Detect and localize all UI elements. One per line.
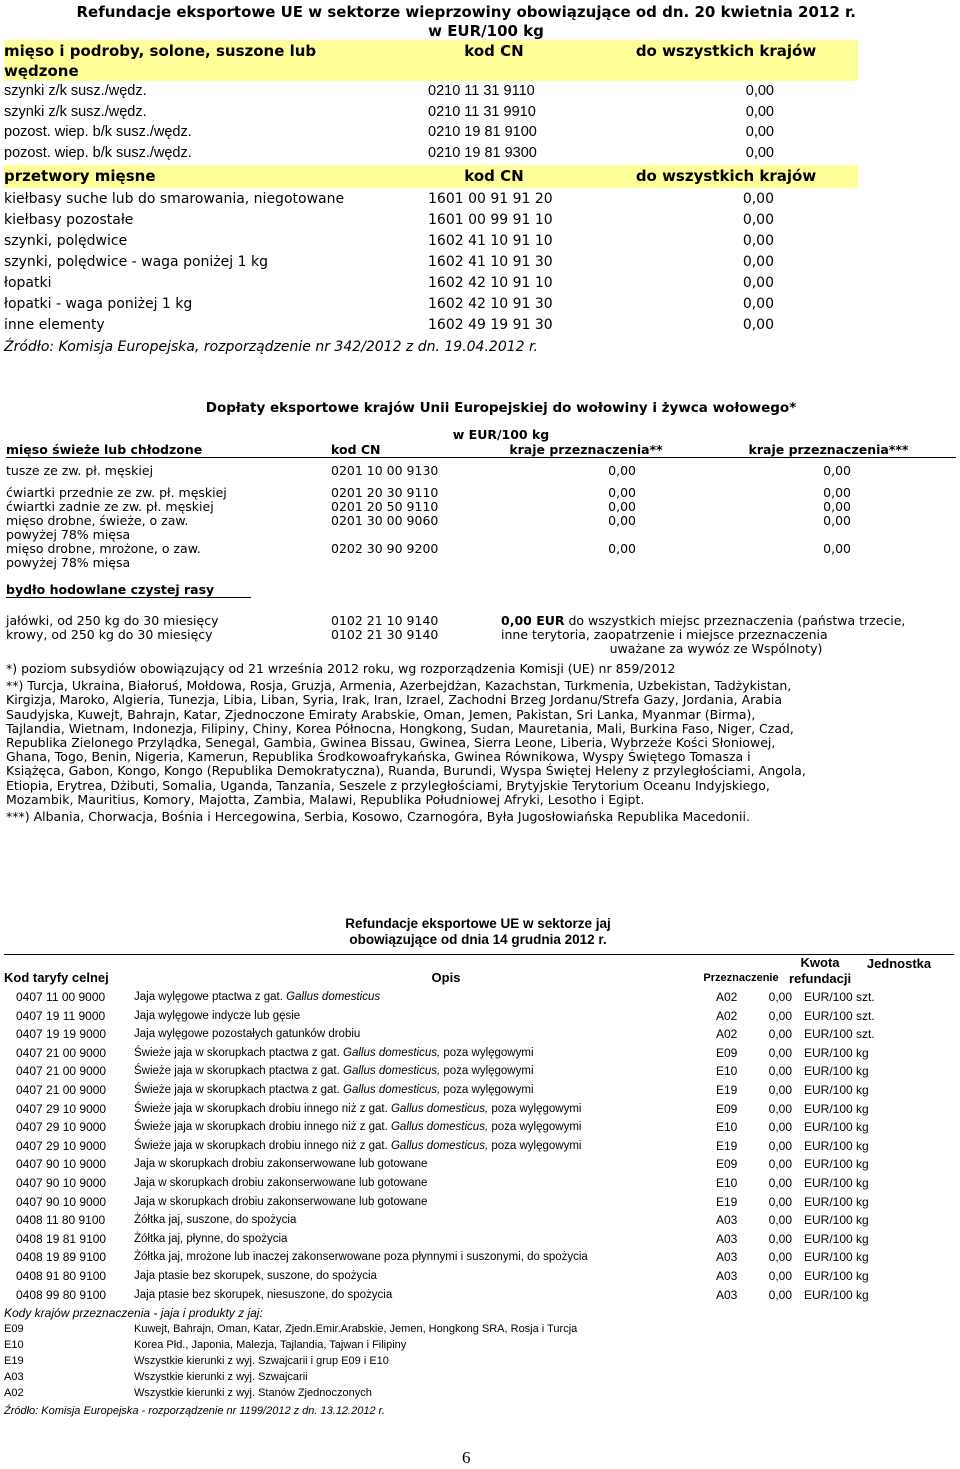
- value-destination-2: 0,00: [608, 513, 636, 528]
- code-row: [4, 1321, 954, 1337]
- eggs-rows: [4, 988, 954, 1304]
- table-row: [4, 1286, 954, 1305]
- cn-code: 1602 42 10 91 30: [428, 296, 553, 312]
- page-number: 6: [462, 1448, 471, 1467]
- refund-amount: 0,00: [768, 1231, 792, 1246]
- header-description: Opis: [431, 970, 461, 985]
- eggs-header: [4, 954, 954, 984]
- code-row: [4, 1353, 954, 1369]
- description-text: Żółtka jaj, płynne, do spożycia: [134, 1232, 288, 1245]
- description: [134, 1081, 716, 1100]
- table-row: [6, 486, 956, 500]
- refund-value: 0,00: [745, 83, 774, 99]
- table-row: [4, 81, 858, 102]
- table-row: [4, 1081, 954, 1100]
- pork-products-rows: [4, 189, 858, 336]
- product-name: ćwiartki przednie ze zw. pł. męskiej: [6, 485, 227, 500]
- species-name: Gallus domesticus,: [390, 1139, 489, 1152]
- unit: EUR/100 kg: [804, 1138, 869, 1153]
- table-row: [4, 1007, 954, 1026]
- product-name: szynki z/k susz./wędz.: [4, 103, 147, 120]
- table-row: [4, 1267, 954, 1286]
- refund-amount: 0,00: [768, 1194, 792, 1209]
- description-end: poza wylęgowymi: [440, 1046, 534, 1059]
- description-end: poza wylęgowymi: [440, 1083, 534, 1096]
- beef-footnotes: [6, 662, 806, 824]
- cn-code: 1602 42 10 91 10: [428, 275, 553, 291]
- header-label: przetwory mięsne: [4, 167, 156, 185]
- refund-value: 0,00: [742, 275, 774, 291]
- tariff-code: 0407 19 11 9000: [16, 1008, 106, 1023]
- description: [134, 1137, 716, 1156]
- tariff-code: 0408 91 80 9100: [16, 1268, 107, 1283]
- cn-code: 0210 11 31 9110: [428, 83, 535, 99]
- header-tariff-code: Kod taryfy celnej: [4, 970, 109, 985]
- pork-cured-rows: [4, 81, 858, 163]
- refund-amount: 0,00: [768, 990, 792, 1004]
- description-text: Jaja ptasie bez skorupek, suszone, do spożycia: [134, 1269, 377, 1282]
- header-label: mięso i podroby, solone, suszone lub wędzone: [4, 42, 317, 80]
- unit: EUR/100 kg: [804, 1175, 869, 1190]
- cn-code: 1602 49 19 91 30: [428, 317, 553, 333]
- unit: EUR/100 kg: [804, 1082, 869, 1097]
- species-name: Gallus domesticus,: [390, 1102, 489, 1115]
- refund-value: 0,00: [742, 317, 774, 333]
- description-text: Świeże jaja w skorupkach drobiu innego niż z gat.: [134, 1102, 391, 1115]
- cn-code: 1602 41 10 91 10: [428, 233, 553, 249]
- table-row: [4, 1248, 954, 1267]
- description-text: Świeże jaja w skorupkach ptactwa z gat.: [134, 1065, 344, 1078]
- unit: EUR/100 kg: [804, 1120, 869, 1135]
- species-name: Gallus domesticus,: [343, 1065, 441, 1078]
- refund-amount: 0,00: [768, 1027, 792, 1042]
- description: [134, 988, 716, 1007]
- refund-amount: 0,00: [768, 1008, 792, 1023]
- refund-amount: 0,00: [768, 1157, 792, 1172]
- tariff-code: 0407 21 00 9000: [16, 1045, 107, 1060]
- description: [134, 1044, 716, 1063]
- refund-amount: 0,00: [768, 1268, 792, 1283]
- table-row: [4, 1155, 954, 1174]
- unit: EUR/100 kg: [804, 1045, 869, 1060]
- table-row: [4, 102, 858, 123]
- table-row: [4, 143, 858, 164]
- table-row: [4, 1174, 954, 1193]
- table-row: [4, 1230, 954, 1249]
- header-destination: Przeznaczenie: [703, 972, 779, 984]
- description: [134, 1267, 716, 1286]
- code-row: [4, 1337, 954, 1353]
- description-text: Świeże jaja w skorupkach ptactwa z gat.: [134, 1083, 344, 1096]
- species-name: Gallus domesticus,: [343, 1046, 441, 1059]
- egg-refunds-section: [4, 916, 954, 1419]
- cn-code: 0201 20 30 9110: [331, 485, 439, 500]
- tariff-code: 0408 19 89 9100: [16, 1250, 107, 1265]
- header-amount-line1: Kwota: [800, 955, 840, 970]
- cattle-value: 0,00 EUR: [501, 613, 565, 628]
- description: [134, 1211, 716, 1230]
- refund-value: 0,00: [742, 212, 774, 228]
- cn-code: 0210 11 31 9910: [428, 103, 536, 120]
- description-text: Żółtka jaj, suszone, do spożycia: [134, 1214, 297, 1227]
- description: [134, 1248, 716, 1267]
- refund-amount: 0,00: [768, 1213, 792, 1228]
- code-description: Wszystkie kierunki z wyj. Stanów Zjednoczonych: [134, 1387, 372, 1400]
- product-name: szynki, polędwice: [4, 233, 128, 249]
- description: [134, 1007, 716, 1026]
- destination-code: E10: [716, 1175, 738, 1190]
- description-text: Jaja w skorupkach drobiu zakonserwowane lub gotowane: [134, 1176, 428, 1189]
- product-name: mięso drobne, świeże, o zaw. powyżej 78% mięsa: [6, 513, 189, 542]
- destination-code: E09: [716, 1045, 738, 1060]
- cn-code: 0210 19 81 9100: [428, 124, 537, 140]
- refund-value: 0,00: [745, 144, 774, 161]
- product-name: mięso drobne, mrożone, o zaw. powyżej 78% mięsa: [6, 541, 201, 570]
- description: [134, 1100, 716, 1119]
- description: [134, 1118, 716, 1137]
- code-description: Korea Płd., Japonia, Malezja, Tajlandia, Tajwan i Filipiny: [134, 1339, 407, 1352]
- spacer: [231, 500, 331, 514]
- description: [134, 1230, 716, 1249]
- tariff-code: 0407 11 00 9000: [16, 990, 106, 1004]
- table-row: [4, 315, 858, 336]
- table-row: [4, 988, 954, 1007]
- table-row: [4, 189, 858, 210]
- cn-code: 1601 00 99 91 10: [428, 212, 553, 228]
- refund-value: 0,00: [742, 296, 774, 312]
- refund-value: 0,00: [742, 191, 774, 207]
- eggs-title: [4, 916, 952, 948]
- header-destination-3: kraje przeznaczenia***: [748, 442, 909, 457]
- beef-subsidies-section: [6, 398, 956, 827]
- header-label: mięso świeże lub chłodzone: [6, 442, 203, 457]
- table-row: [6, 628, 501, 642]
- tariff-code: 0407 29 10 9000: [16, 1120, 107, 1135]
- description: [134, 1174, 716, 1193]
- cn-code: 0210 19 81 9300: [428, 144, 537, 161]
- unit: EUR/100 kg: [804, 1213, 869, 1228]
- table-row: [4, 273, 858, 294]
- animal-name: krowy, od 250 kg do 30 miesięcy: [6, 627, 213, 642]
- destination-code: E09: [716, 1101, 738, 1116]
- description-end: poza wylęgowymi: [440, 1065, 534, 1078]
- description-text: Jaja wylęgowe ptactwa z gat.: [134, 991, 287, 1003]
- table-row: [6, 514, 956, 542]
- footnote-2: **) Turcja, Ukraina, Białoruś, Mołdowa, Rosja, Gruzja, Armenia, Azerbejdżan, Kazachstan, Turkmenia, Uzbekistan, Tadżykistan, Kirgizja, Maroko, Algieria, Tunezja, Libia, Liban, Syria, Irak, Iran, Izrael, Zachodni Brzeg Jordanu/Strefa Gazy, Jordania, Arabia Saudyjska, Kuwejt, Bahrajn, Katar, Zjednoczone Emiraty Arabskie, Oman, Jemen, Pakistan, Sri Lanka, Myanmar (Birma), Tajlandia, Wietnam, Indonezja, Filipiny, Chiny, Korea Północna, Hongkong, Sudan, Mauretania, Mali, Burkina Faso, Niger, Czad, Republika Zielonego Przylądka, Senegal, Gambia, Gwinea Bissau, Gwinea, Sierra Leone, Liberia, Wybrzeże Kości Słoniowej, Ghana, Togo, Benin, Nigeria, Kamerun, Republika Środkowoafrykańska, Gwinea Równikowa, Wyspy Świętego Tomasza i Książęca, Gabon, Kongo, Kongo (Republika Demokratyczna), Ruanda, Burundi, Wyspa Świętej Heleny z przyległościami, Angola, Etiopia, Erytrea, Dżibuti, Somalia, Uganda, Tanzania, Seszele z przyległościami, Brytyjskie Terytorium Oceanu Indyjskiego, Mozambik, Mauritius, Komory, Majotta, Zambia, Malawi, Republika Południowej Afryki, Lesotho i Egipt.: [6, 678, 806, 807]
- destination-code: E10: [716, 1120, 738, 1135]
- unit: EUR/100 szt.: [804, 1008, 875, 1023]
- eggs-title-line2: obowiązujące od dnia 14 grudnia 2012 r.: [349, 932, 607, 947]
- beef-unit: w EUR/100 kg: [452, 427, 550, 442]
- header-amount: [786, 955, 854, 984]
- destination-code: A03: [716, 1250, 738, 1265]
- refund-value: 0,00: [745, 103, 774, 120]
- cattle-block: [6, 614, 956, 656]
- pork-source: Źródło: Komisja Europejska, rozporządzenie nr 342/2012 z dn. 19.04.2012 r.: [4, 339, 538, 355]
- product-name: szynki z/k susz./wędz.: [4, 83, 147, 99]
- table-row: [4, 122, 858, 143]
- refund-amount: 0,00: [768, 1045, 792, 1060]
- table-row: [4, 1100, 954, 1119]
- pork-refunds-section: [4, 3, 858, 358]
- description-text: Jaja wylęgowe pozostałych gatunków drobiu: [134, 1028, 361, 1041]
- value-destination-2: 0,00: [608, 463, 636, 478]
- tariff-code: 0407 90 10 9000: [16, 1157, 107, 1172]
- code-key: E10: [4, 1339, 24, 1352]
- destination-code: E19: [716, 1194, 738, 1209]
- product-name: pozost. wiep. b/k susz./wędz.: [4, 144, 192, 161]
- spacer: [231, 542, 331, 570]
- header-cn-code: kod CN: [464, 42, 524, 60]
- product-name: łopatki: [4, 275, 52, 291]
- unit: EUR/100 szt.: [804, 990, 875, 1004]
- description-end: poza wylęgowymi: [488, 1121, 582, 1134]
- unit: EUR/100 szt.: [804, 1027, 875, 1042]
- value-destination-3: 0,00: [823, 485, 851, 500]
- destination-codes: [4, 1321, 954, 1401]
- value-destination-2: 0,00: [608, 499, 636, 514]
- destination-code: E19: [716, 1082, 738, 1097]
- description-text: Świeże jaja w skorupkach ptactwa z gat.: [134, 1046, 344, 1059]
- destination-code: A03: [716, 1213, 738, 1228]
- header-amount-line2: refundacji: [788, 971, 852, 986]
- footnote-1: *) poziom subsydiów obowiązujący od 21 września 2012 roku, wg rozporządzenia Komisji (UE) nr 859/2012: [6, 661, 676, 676]
- codes-header: Kody krajów przeznaczenia - jaja i produkty z jaj:: [4, 1306, 263, 1321]
- species-name: Gallus domesticus,: [390, 1121, 489, 1134]
- footnote-3: ***) Albania, Chorwacja, Bośnia i Hercegowina, Serbia, Kosowo, Czarnogóra, Była Jugosłowiańska Republika Macedonii.: [6, 809, 750, 825]
- unit: EUR/100 kg: [804, 1194, 869, 1209]
- product-name: kiełbasy pozostałe: [4, 212, 134, 228]
- destination-code: A03: [716, 1287, 738, 1302]
- header-cn-code: kod CN: [331, 442, 381, 457]
- code-description: Wszystkie kierunki z wyj. Szwajcarii i grup E09 i E10: [134, 1355, 389, 1368]
- cn-code: 0102 21 10 9140: [331, 613, 439, 628]
- cattle-note-end: uważane za wywóz ze Wspólnoty): [609, 641, 823, 656]
- pork-header-products: [4, 165, 858, 188]
- species-name: Gallus domesticus,: [343, 1083, 441, 1096]
- description-end: poza wylęgowymi: [488, 1102, 582, 1115]
- beef-header: [6, 442, 956, 458]
- table-row: [4, 294, 858, 315]
- code-row: [4, 1369, 954, 1385]
- tariff-code: 0407 90 10 9000: [16, 1175, 107, 1190]
- description: [134, 1155, 716, 1174]
- code-row: [4, 1385, 954, 1401]
- table-row: [6, 542, 956, 570]
- value-destination-3: 0,00: [823, 513, 851, 528]
- table-row: [4, 252, 858, 273]
- tariff-code: 0407 21 00 9000: [16, 1064, 107, 1079]
- cattle-rows: [6, 614, 501, 656]
- description-text: Jaja ptasie bez skorupek, niesuszone, do spożycia: [134, 1288, 393, 1301]
- header-unit: Jednostka: [866, 956, 932, 971]
- table-row: [4, 1137, 954, 1156]
- refund-value: 0,00: [745, 124, 774, 140]
- header-all-countries: do wszystkich krajów: [635, 42, 817, 60]
- header-all-countries: do wszystkich krajów: [635, 167, 817, 185]
- pork-unit: w EUR/100 kg: [428, 22, 544, 40]
- beef-rows: [6, 464, 956, 570]
- product-name: inne elementy: [4, 317, 105, 333]
- table-row: [4, 210, 858, 231]
- destination-code: E10: [716, 1064, 738, 1079]
- product-name: kiełbasy suche lub do smarowania, niegotowane: [4, 191, 345, 207]
- cn-code: 0201 10 00 9130: [331, 463, 439, 478]
- table-row: [6, 614, 501, 628]
- refund-amount: 0,00: [768, 1120, 792, 1135]
- description-text: Jaja w skorupkach drobiu zakonserwowane lub gotowane: [134, 1195, 428, 1208]
- refund-amount: 0,00: [768, 1064, 792, 1079]
- code-key: A03: [4, 1371, 24, 1384]
- cn-code: 1601 00 91 91 20: [428, 191, 553, 207]
- refund-amount: 0,00: [768, 1138, 792, 1153]
- destination-code: A02: [716, 990, 738, 1004]
- header-destination-2: kraje przeznaczenia**: [509, 442, 663, 457]
- tariff-code: 0408 11 80 9100: [16, 1213, 106, 1228]
- unit: EUR/100 kg: [804, 1268, 869, 1283]
- cn-code: 0102 21 30 9140: [331, 627, 439, 642]
- unit: EUR/100 kg: [804, 1231, 869, 1246]
- product-name: ćwiartki zadnie ze zw. pł. męskiej: [6, 499, 214, 514]
- description-text: Świeże jaja w skorupkach drobiu innego niż z gat.: [134, 1121, 391, 1134]
- description-text: Jaja wylęgowe indycze lub gęsie: [134, 1009, 301, 1022]
- table-row: [4, 1211, 954, 1230]
- table-row: [4, 1044, 954, 1063]
- table-row: [4, 1062, 954, 1081]
- unit: EUR/100 kg: [804, 1250, 869, 1265]
- tariff-code: 0408 19 81 9100: [16, 1231, 107, 1246]
- cn-code: 0202 30 90 9200: [331, 541, 439, 556]
- tariff-code: 0407 90 10 9000: [16, 1194, 107, 1209]
- value-destination-2: 0,00: [608, 541, 636, 556]
- unit: EUR/100 kg: [804, 1101, 869, 1116]
- header-cn-code: kod CN: [464, 167, 524, 185]
- refund-value: 0,00: [742, 233, 774, 249]
- cattle-note-text: do wszystkich miejsc przeznaczenia (państwa trzecie, inne terytoria, zaopatrzenie i miejsce przeznaczenia: [501, 613, 906, 642]
- cattle-header: bydło hodowlane czystej rasy: [6, 582, 251, 598]
- refund-amount: 0,00: [768, 1175, 792, 1190]
- product-name: szynki, polędwice - waga poniżej 1 kg: [4, 254, 268, 270]
- tariff-code: 0407 29 10 9000: [16, 1138, 107, 1153]
- description-text: Żółtka jaj, mrożone lub inaczej zakonserwowane poza płynnymi i suszonymi, do spożycia: [134, 1251, 588, 1264]
- eggs-title-line1: Refundacje eksportowe UE w sektorze jaj: [345, 916, 611, 931]
- table-row: [6, 464, 956, 478]
- unit: EUR/100 kg: [804, 1287, 869, 1302]
- unit: EUR/100 kg: [804, 1157, 869, 1172]
- pork-title: Refundacje eksportowe UE w sektorze wieprzowiny obowiązujące od dn. 20 kwietnia 2012 r.: [76, 3, 856, 21]
- eggs-source: Źródło: Komisja Europejska - rozporządzenie nr 1199/2012 z dn. 13.12.2012 r.: [4, 1405, 385, 1418]
- species-name: Gallus domesticus: [286, 991, 381, 1003]
- value-destination-3: 0,00: [823, 499, 851, 514]
- product-name: tusze ze zw. pł. męskiej: [6, 463, 154, 478]
- destination-code: E19: [716, 1138, 738, 1153]
- description: [134, 1286, 716, 1305]
- cn-code: 1602 41 10 91 30: [428, 254, 553, 270]
- unit: EUR/100 kg: [804, 1064, 869, 1079]
- refund-value: 0,00: [742, 254, 774, 270]
- tariff-code: 0407 29 10 9000: [16, 1101, 107, 1116]
- table-row: [4, 1025, 954, 1044]
- refund-amount: 0,00: [768, 1082, 792, 1097]
- code-description: Wszystkie kierunki z wyj. Szwajcarii: [134, 1371, 308, 1384]
- destination-code: E09: [716, 1157, 738, 1172]
- destination-code: A02: [716, 1008, 738, 1023]
- code-key: A02: [4, 1387, 24, 1400]
- description: [134, 1062, 716, 1081]
- cn-code: 0201 30 00 9060: [331, 513, 439, 528]
- table-row: [4, 231, 858, 252]
- product-name: łopatki - waga poniżej 1 kg: [4, 296, 193, 312]
- destination-code: A02: [716, 1027, 738, 1042]
- product-name: pozost. wiep. b/k susz./wędz.: [4, 124, 192, 140]
- pork-header-cured: [4, 40, 858, 81]
- destination-code: A03: [716, 1231, 738, 1246]
- spacer: [231, 514, 331, 542]
- value-destination-2: 0,00: [608, 485, 636, 500]
- table-row: [4, 1118, 954, 1137]
- description: [134, 1025, 716, 1044]
- spacer: [231, 464, 331, 478]
- table-row: [4, 1193, 954, 1212]
- tariff-code: 0407 21 00 9000: [16, 1082, 107, 1097]
- tariff-code: 0408 99 80 9100: [16, 1287, 107, 1302]
- code-key: E19: [4, 1355, 24, 1368]
- tariff-code: 0407 19 19 9000: [16, 1027, 107, 1042]
- animal-name: jałówki, od 250 kg do 30 miesięcy: [6, 613, 219, 628]
- code-description: Kuwejt, Bahrajn, Oman, Katar, Zjedn.Emir.Arabskie, Jemen, Hongkong SRA, Rosja i Turcja: [134, 1323, 578, 1336]
- destination-code: A03: [716, 1268, 738, 1283]
- refund-amount: 0,00: [768, 1101, 792, 1116]
- value-destination-3: 0,00: [823, 541, 851, 556]
- description-end: poza wylęgowymi: [488, 1139, 582, 1152]
- description: [134, 1193, 716, 1212]
- code-key: E09: [4, 1323, 24, 1336]
- spacer: [231, 486, 331, 500]
- value-destination-3: 0,00: [823, 463, 851, 478]
- description-text: Świeże jaja w skorupkach drobiu innego niż z gat.: [134, 1139, 391, 1152]
- cn-code: 0201 20 50 9110: [331, 499, 439, 514]
- description-text: Jaja w skorupkach drobiu zakonserwowane lub gotowane: [134, 1158, 428, 1171]
- cattle-note: [501, 614, 931, 656]
- refund-amount: 0,00: [768, 1287, 792, 1302]
- refund-amount: 0,00: [768, 1250, 792, 1265]
- beef-title: Dopłaty eksportowe krajów Unii Europejskiej do wołowiny i żywca wołowego*: [205, 400, 797, 416]
- table-row: [6, 500, 956, 514]
